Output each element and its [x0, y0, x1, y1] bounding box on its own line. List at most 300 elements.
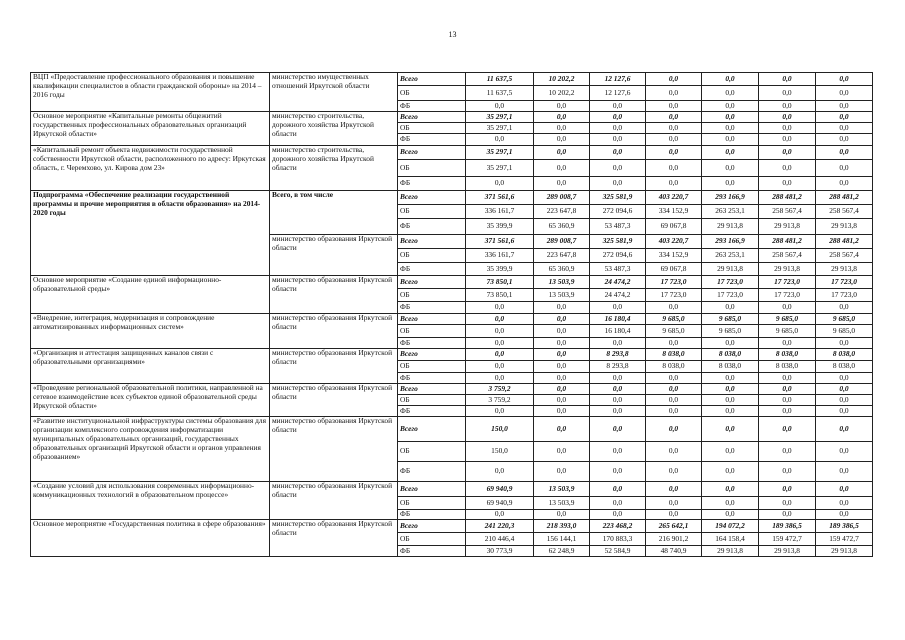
table-row-total — [31, 314, 873, 325]
amount-cell: 0,0 — [702, 482, 759, 497]
executor-cell: Всего, в том числе — [270, 191, 398, 235]
amount-cell: 0,0 — [816, 338, 873, 349]
budget-table — [30, 72, 873, 557]
amount-cell: 263 253,1 — [702, 205, 759, 219]
amount-cell: 0,0 — [646, 442, 702, 462]
amount-cell: 0,0 — [816, 384, 873, 395]
amount-cell: 0,0 — [759, 510, 816, 520]
activity-name-cell: Основное мероприятие «Создание единой информационно-образовательной среды» — [31, 276, 270, 314]
funding-source-cell: ОБ — [398, 497, 466, 510]
amount-cell: 0,0 — [816, 160, 873, 177]
amount-cell: 17 723,0 — [646, 276, 702, 289]
amount-cell: 29 913,8 — [816, 219, 873, 235]
amount-cell: 0,0 — [646, 384, 702, 395]
amount-cell: 3 759,2 — [466, 384, 534, 395]
amount-cell: 0,0 — [816, 417, 873, 442]
activity-name-cell: Подпрограмма «Обеспечение реализации государственной программы и прочие мероприятия в области образования» на 2014-2020 годы — [31, 191, 270, 276]
amount-cell: 17 723,0 — [816, 276, 873, 289]
funding-source-cell: ФБ — [398, 134, 466, 146]
funding-source-cell: Всего — [398, 349, 466, 361]
table-row-total — [31, 384, 873, 395]
amount-cell: 0,0 — [646, 395, 702, 406]
amount-cell: 0,0 — [534, 417, 590, 442]
amount-cell: 0,0 — [534, 384, 590, 395]
funding-source-cell: ОБ — [398, 289, 466, 302]
amount-cell: 9 685,0 — [646, 314, 702, 325]
amount-cell: 289 008,7 — [534, 191, 590, 205]
amount-cell: 0,0 — [816, 101, 873, 112]
amount-cell: 0,0 — [646, 112, 702, 123]
amount-cell: 0,0 — [590, 384, 646, 395]
amount-cell: 0,0 — [816, 302, 873, 314]
amount-cell: 0,0 — [702, 497, 759, 510]
amount-cell: 0,0 — [646, 462, 702, 482]
amount-cell: 8 038,0 — [702, 349, 759, 361]
amount-cell: 0,0 — [702, 123, 759, 134]
amount-cell: 0,0 — [590, 123, 646, 134]
amount-cell: 288 481,2 — [816, 191, 873, 205]
amount-cell: 0,0 — [759, 123, 816, 134]
amount-cell: 29 913,8 — [816, 263, 873, 276]
budget-table-body — [31, 73, 873, 557]
funding-source-cell: ОБ — [398, 361, 466, 373]
amount-cell: 30 773,9 — [466, 546, 534, 557]
funding-source-cell: ФБ — [398, 177, 466, 191]
amount-cell: 3 759,2 — [466, 395, 534, 406]
amount-cell: 16 180,4 — [590, 325, 646, 338]
amount-cell: 0,0 — [646, 417, 702, 442]
amount-cell: 0,0 — [646, 73, 702, 86]
executor-cell: министерство строительства, дорожного хозяйства Иркутской области — [270, 112, 398, 146]
amount-cell: 10 202,2 — [534, 86, 590, 101]
amount-cell: 0,0 — [466, 314, 534, 325]
amount-cell: 0,0 — [702, 86, 759, 101]
executor-cell: министерство образования Иркутской области — [270, 314, 398, 349]
amount-cell: 194 072,2 — [702, 520, 759, 533]
funding-source-cell: Всего — [398, 73, 466, 86]
amount-cell: 0,0 — [534, 177, 590, 191]
amount-cell: 0,0 — [646, 373, 702, 384]
amount-cell: 35 297,1 — [466, 146, 534, 160]
amount-cell: 289 008,7 — [534, 235, 590, 249]
amount-cell: 223 468,2 — [590, 520, 646, 533]
table-row-total — [31, 417, 873, 442]
amount-cell: 0,0 — [816, 177, 873, 191]
amount-cell: 0,0 — [646, 86, 702, 101]
amount-cell: 258 567,4 — [816, 205, 873, 219]
amount-cell: 8 038,0 — [702, 361, 759, 373]
amount-cell: 8 038,0 — [759, 361, 816, 373]
amount-cell: 0,0 — [590, 338, 646, 349]
amount-cell: 29 913,8 — [702, 546, 759, 557]
amount-cell: 263 253,1 — [702, 249, 759, 263]
amount-cell: 8 038,0 — [816, 349, 873, 361]
amount-cell: 0,0 — [646, 338, 702, 349]
amount-cell: 258 567,4 — [816, 249, 873, 263]
amount-cell: 0,0 — [534, 134, 590, 146]
amount-cell: 24 474,2 — [590, 289, 646, 302]
amount-cell: 0,0 — [702, 302, 759, 314]
amount-cell: 69 940,9 — [466, 497, 534, 510]
amount-cell: 0,0 — [534, 123, 590, 134]
funding-source-cell: ФБ — [398, 546, 466, 557]
amount-cell: 0,0 — [702, 338, 759, 349]
amount-cell: 288 481,2 — [759, 191, 816, 205]
activity-name-cell: ВЦП «Предоставление профессионального образования и повышение квалификации специалистов в области гражданской обороны» на 2014 – 2016 годы — [31, 73, 270, 112]
amount-cell: 0,0 — [534, 101, 590, 112]
funding-source-cell: ФБ — [398, 101, 466, 112]
amount-cell: 210 446,4 — [466, 533, 534, 546]
executor-cell: министерство образования Иркутской области — [270, 349, 398, 384]
amount-cell: 0,0 — [759, 134, 816, 146]
amount-cell: 0,0 — [534, 349, 590, 361]
amount-cell: 0,0 — [759, 73, 816, 86]
amount-cell: 0,0 — [646, 177, 702, 191]
amount-cell: 0,0 — [759, 442, 816, 462]
amount-cell: 0,0 — [466, 134, 534, 146]
amount-cell: 0,0 — [816, 462, 873, 482]
amount-cell: 0,0 — [759, 302, 816, 314]
activity-name-cell: «Проведение региональной образовательной политики, направленной на сетевое взаимодействие всех субъектов единой образовательной среды Иркутской области» — [31, 384, 270, 417]
amount-cell: 293 166,9 — [702, 191, 759, 205]
amount-cell: 9 685,0 — [702, 325, 759, 338]
activity-name-cell: «Капитальный ремонт объекта недвижимости государственной собственности Иркутской области, расположенного по адресу: Иркутская область, г. Черемхово, ул. Кирова дом 23» — [31, 146, 270, 191]
amount-cell: 29 913,8 — [759, 219, 816, 235]
funding-source-cell: Всего — [398, 112, 466, 123]
amount-cell: 0,0 — [816, 146, 873, 160]
amount-cell: 0,0 — [646, 302, 702, 314]
funding-source-cell: Всего — [398, 314, 466, 325]
amount-cell: 0,0 — [466, 510, 534, 520]
amount-cell: 0,0 — [534, 338, 590, 349]
funding-source-cell: ФБ — [398, 263, 466, 276]
amount-cell: 35 399,9 — [466, 263, 534, 276]
amount-cell: 16 180,4 — [590, 314, 646, 325]
activity-name-cell: Основное мероприятие «Капитальные ремонты общежитий государственных профессиональных образовательных организаций Иркутской области» — [31, 112, 270, 146]
amount-cell: 0,0 — [590, 112, 646, 123]
amount-cell: 53 487,3 — [590, 263, 646, 276]
amount-cell: 0,0 — [702, 384, 759, 395]
amount-cell: 53 487,3 — [590, 219, 646, 235]
amount-cell: 0,0 — [590, 497, 646, 510]
funding-source-cell: ФБ — [398, 406, 466, 417]
amount-cell: 17 723,0 — [816, 289, 873, 302]
amount-cell: 334 152,9 — [646, 205, 702, 219]
executor-cell: министерство имущественных отношений Иркутской области — [270, 73, 398, 112]
amount-cell: 0,0 — [646, 101, 702, 112]
amount-cell: 371 561,6 — [466, 235, 534, 249]
amount-cell: 29 913,8 — [816, 546, 873, 557]
table-row-total — [31, 520, 873, 533]
funding-source-cell: Всего — [398, 384, 466, 395]
amount-cell: 0,0 — [816, 373, 873, 384]
amount-cell: 13 503,9 — [534, 276, 590, 289]
amount-cell: 216 901,2 — [646, 533, 702, 546]
funding-source-cell: Всего — [398, 482, 466, 497]
funding-source-cell: ФБ — [398, 510, 466, 520]
amount-cell: 0,0 — [466, 338, 534, 349]
amount-cell: 0,0 — [466, 302, 534, 314]
amount-cell: 189 386,5 — [816, 520, 873, 533]
amount-cell: 150,0 — [466, 442, 534, 462]
amount-cell: 0,0 — [759, 160, 816, 177]
amount-cell: 0,0 — [590, 146, 646, 160]
executor-cell: министерство образования Иркутской области — [270, 520, 398, 557]
funding-source-cell: Всего — [398, 146, 466, 160]
amount-cell: 0,0 — [702, 442, 759, 462]
amount-cell: 17 723,0 — [646, 289, 702, 302]
funding-source-cell: ОБ — [398, 86, 466, 101]
amount-cell: 0,0 — [759, 395, 816, 406]
amount-cell: 0,0 — [534, 442, 590, 462]
amount-cell: 0,0 — [590, 442, 646, 462]
amount-cell: 69 067,8 — [646, 263, 702, 276]
amount-cell: 0,0 — [466, 373, 534, 384]
amount-cell: 0,0 — [759, 497, 816, 510]
table-row-total — [31, 146, 873, 160]
amount-cell: 0,0 — [590, 395, 646, 406]
amount-cell: 0,0 — [646, 160, 702, 177]
amount-cell: 8 038,0 — [646, 361, 702, 373]
amount-cell: 164 158,4 — [702, 533, 759, 546]
amount-cell: 0,0 — [759, 462, 816, 482]
amount-cell: 0,0 — [534, 314, 590, 325]
amount-cell: 9 685,0 — [646, 325, 702, 338]
funding-source-cell: ОБ — [398, 160, 466, 177]
amount-cell: 0,0 — [702, 73, 759, 86]
funding-source-cell: Всего — [398, 235, 466, 249]
amount-cell: 0,0 — [759, 482, 816, 497]
funding-source-cell: ФБ — [398, 302, 466, 314]
amount-cell: 272 094,6 — [590, 205, 646, 219]
amount-cell: 10 202,2 — [534, 73, 590, 86]
amount-cell: 73 850,1 — [466, 276, 534, 289]
executor-cell: министерство образования Иркутской области — [270, 417, 398, 482]
executor-cell: министерство образования Иркутской области — [270, 384, 398, 417]
funding-source-cell: ОБ — [398, 395, 466, 406]
amount-cell: 17 723,0 — [759, 289, 816, 302]
amount-cell: 0,0 — [466, 406, 534, 417]
amount-cell: 0,0 — [534, 406, 590, 417]
amount-cell: 0,0 — [702, 373, 759, 384]
executor-cell: министерство строительства, дорожного хозяйства Иркутской области — [270, 146, 398, 191]
amount-cell: 0,0 — [702, 160, 759, 177]
funding-source-cell: ФБ — [398, 373, 466, 384]
amount-cell: 334 152,9 — [646, 249, 702, 263]
funding-source-cell: ОБ — [398, 442, 466, 462]
amount-cell: 293 166,9 — [702, 235, 759, 249]
amount-cell: 0,0 — [646, 123, 702, 134]
table-row-total — [31, 482, 873, 497]
funding-source-cell: ОБ — [398, 325, 466, 338]
amount-cell: 0,0 — [759, 384, 816, 395]
amount-cell: 371 561,6 — [466, 191, 534, 205]
amount-cell: 0,0 — [646, 497, 702, 510]
amount-cell: 403 220,7 — [646, 191, 702, 205]
amount-cell: 9 685,0 — [816, 325, 873, 338]
amount-cell: 29 913,8 — [702, 263, 759, 276]
amount-cell: 258 567,4 — [759, 205, 816, 219]
amount-cell: 156 144,1 — [534, 533, 590, 546]
amount-cell: 35 297,1 — [466, 112, 534, 123]
amount-cell: 0,0 — [590, 302, 646, 314]
amount-cell: 0,0 — [816, 86, 873, 101]
amount-cell: 0,0 — [759, 146, 816, 160]
amount-cell: 0,0 — [759, 338, 816, 349]
funding-source-cell: ФБ — [398, 462, 466, 482]
amount-cell: 0,0 — [759, 86, 816, 101]
funding-source-cell: ОБ — [398, 533, 466, 546]
amount-cell: 24 474,2 — [590, 276, 646, 289]
amount-cell: 13 503,9 — [534, 289, 590, 302]
amount-cell: 0,0 — [816, 482, 873, 497]
amount-cell: 0,0 — [702, 177, 759, 191]
amount-cell: 189 386,5 — [759, 520, 816, 533]
amount-cell: 241 220,3 — [466, 520, 534, 533]
amount-cell: 65 360,9 — [534, 219, 590, 235]
amount-cell: 272 094,6 — [590, 249, 646, 263]
activity-name-cell: «Создание условий для использования современных информационно-коммуникационных технологий в образовательном процессе» — [31, 482, 270, 520]
amount-cell: 0,0 — [466, 177, 534, 191]
funding-source-cell: ФБ — [398, 219, 466, 235]
amount-cell: 0,0 — [702, 101, 759, 112]
amount-cell: 223 647,8 — [534, 249, 590, 263]
amount-cell: 8 293,8 — [590, 349, 646, 361]
amount-cell: 0,0 — [534, 302, 590, 314]
amount-cell: 29 913,8 — [759, 263, 816, 276]
amount-cell: 9 685,0 — [759, 314, 816, 325]
funding-source-cell: ФБ — [398, 338, 466, 349]
amount-cell: 0,0 — [590, 160, 646, 177]
amount-cell: 0,0 — [759, 177, 816, 191]
funding-source-cell: Всего — [398, 417, 466, 442]
amount-cell: 0,0 — [816, 112, 873, 123]
amount-cell: 288 481,2 — [816, 235, 873, 249]
amount-cell: 159 472,7 — [759, 533, 816, 546]
amount-cell: 336 161,7 — [466, 205, 534, 219]
funding-source-cell: Всего — [398, 276, 466, 289]
amount-cell: 0,0 — [759, 112, 816, 123]
amount-cell: 0,0 — [590, 373, 646, 384]
funding-source-cell: ОБ — [398, 205, 466, 219]
amount-cell: 29 913,8 — [702, 219, 759, 235]
amount-cell: 12 127,6 — [590, 86, 646, 101]
funding-source-cell: Всего — [398, 520, 466, 533]
amount-cell: 48 740,9 — [646, 546, 702, 557]
amount-cell: 0,0 — [646, 510, 702, 520]
amount-cell: 336 161,7 — [466, 249, 534, 263]
amount-cell: 0,0 — [466, 361, 534, 373]
amount-cell: 0,0 — [590, 134, 646, 146]
amount-cell: 0,0 — [646, 146, 702, 160]
amount-cell: 17 723,0 — [759, 276, 816, 289]
amount-cell: 8 038,0 — [646, 349, 702, 361]
amount-cell: 35 297,1 — [466, 160, 534, 177]
executor-cell: министерство образования Иркутской области — [270, 276, 398, 314]
amount-cell: 0,0 — [702, 112, 759, 123]
amount-cell: 8 038,0 — [816, 361, 873, 373]
funding-source-cell: ОБ — [398, 123, 466, 134]
amount-cell: 8 293,8 — [590, 361, 646, 373]
amount-cell: 0,0 — [702, 462, 759, 482]
amount-cell: 0,0 — [590, 101, 646, 112]
activity-name-cell: Основное мероприятие «Государственная политика в сфере образования» — [31, 520, 270, 557]
activity-name-cell: «Внедрение, интеграция, модернизация и сопровождение автоматизированных информационных систем» — [31, 314, 270, 349]
amount-cell: 0,0 — [816, 442, 873, 462]
amount-cell: 13 503,9 — [534, 482, 590, 497]
amount-cell: 11 637,5 — [466, 86, 534, 101]
amount-cell: 35 399,9 — [466, 219, 534, 235]
funding-source-cell: Всего — [398, 191, 466, 205]
amount-cell: 12 127,6 — [590, 73, 646, 86]
table-row-total — [31, 73, 873, 86]
amount-cell: 9 685,0 — [759, 325, 816, 338]
amount-cell: 17 723,0 — [702, 276, 759, 289]
amount-cell: 0,0 — [534, 112, 590, 123]
amount-cell: 0,0 — [534, 510, 590, 520]
amount-cell: 0,0 — [590, 482, 646, 497]
amount-cell: 0,0 — [759, 373, 816, 384]
amount-cell: 0,0 — [759, 406, 816, 417]
amount-cell: 288 481,2 — [759, 235, 816, 249]
table-row-total — [31, 112, 873, 123]
amount-cell: 0,0 — [816, 73, 873, 86]
amount-cell: 0,0 — [816, 123, 873, 134]
amount-cell: 0,0 — [590, 462, 646, 482]
amount-cell: 0,0 — [646, 482, 702, 497]
amount-cell: 35 297,1 — [466, 123, 534, 134]
amount-cell: 0,0 — [466, 101, 534, 112]
amount-cell: 325 581,9 — [590, 235, 646, 249]
amount-cell: 17 723,0 — [702, 289, 759, 302]
executor-cell: министерство образования Иркутской области — [270, 235, 398, 276]
amount-cell: 9 685,0 — [702, 314, 759, 325]
amount-cell: 0,0 — [702, 395, 759, 406]
activity-name-cell: «Организация и аттестация защищенных каналов связи с образовательными организациями» — [31, 349, 270, 384]
amount-cell: 0,0 — [534, 361, 590, 373]
amount-cell: 0,0 — [466, 325, 534, 338]
amount-cell: 0,0 — [534, 325, 590, 338]
amount-cell: 159 472,7 — [816, 533, 873, 546]
amount-cell: 258 567,4 — [759, 249, 816, 263]
amount-cell: 150,0 — [466, 417, 534, 442]
amount-cell: 0,0 — [590, 177, 646, 191]
table-row-total — [31, 191, 873, 205]
amount-cell: 0,0 — [534, 160, 590, 177]
amount-cell: 0,0 — [702, 146, 759, 160]
amount-cell: 0,0 — [534, 395, 590, 406]
amount-cell: 29 913,8 — [759, 546, 816, 557]
amount-cell: 62 248,9 — [534, 546, 590, 557]
amount-cell: 0,0 — [759, 101, 816, 112]
amount-cell: 265 642,1 — [646, 520, 702, 533]
amount-cell: 0,0 — [702, 510, 759, 520]
amount-cell: 65 360,9 — [534, 263, 590, 276]
amount-cell: 11 637,5 — [466, 73, 534, 86]
amount-cell: 69 067,8 — [646, 219, 702, 235]
amount-cell: 0,0 — [702, 134, 759, 146]
amount-cell: 403 220,7 — [646, 235, 702, 249]
amount-cell: 9 685,0 — [816, 314, 873, 325]
amount-cell: 0,0 — [590, 510, 646, 520]
amount-cell: 13 503,9 — [534, 497, 590, 510]
amount-cell: 52 584,9 — [590, 546, 646, 557]
amount-cell: 0,0 — [702, 417, 759, 442]
amount-cell: 218 393,0 — [534, 520, 590, 533]
amount-cell: 223 647,8 — [534, 205, 590, 219]
executor-cell: министерство образования Иркутской области — [270, 482, 398, 520]
amount-cell: 0,0 — [646, 406, 702, 417]
